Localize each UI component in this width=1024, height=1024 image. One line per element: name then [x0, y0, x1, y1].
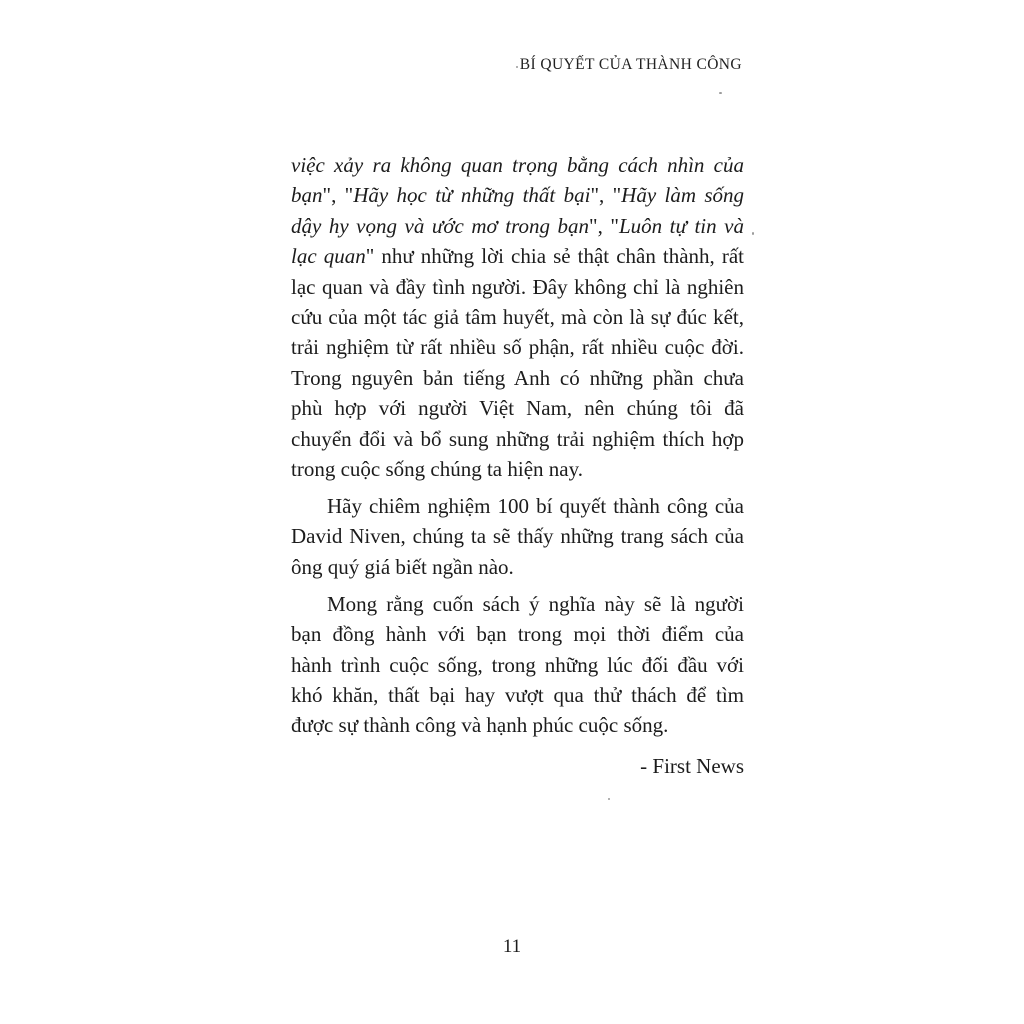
italic-quote: Hãy học từ những thất bại: [353, 183, 591, 208]
italic-quote: lạc quan: [291, 244, 366, 269]
paragraph: [291, 589, 744, 741]
text-line: [291, 180, 744, 210]
text-run: trải nghiệm từ rất nhiều số phận, rất nhiều cuộc đời.: [291, 335, 744, 360]
text-run: David Niven, chúng ta sẽ thấy những trang sách của: [291, 524, 744, 549]
paragraph-container: [291, 150, 744, 741]
text-run: Hãy chiêm nghiệm 100 bí quyết thành công của: [327, 493, 744, 518]
text-run: ", ": [589, 213, 619, 238]
text-line: [291, 589, 744, 619]
print-speck: [608, 798, 610, 800]
text-run: khó khăn, thất bại hay vượt qua thử thách để tìm: [291, 682, 744, 707]
text-line: [291, 211, 744, 241]
text-line: [291, 150, 744, 180]
text-line: [291, 332, 744, 362]
print-speck: [719, 92, 722, 94]
text-line: [291, 302, 744, 332]
signature: - First News: [640, 753, 744, 778]
text-run: cứu của một tác giả tâm huyết, mà còn là sự đúc kết,: [291, 305, 744, 330]
text-line: [291, 619, 744, 649]
text-run: Trong nguyên bản tiếng Anh có những phần chưa: [291, 365, 744, 390]
italic-quote: việc xảy ra không quan trọng bằng cách nhìn của: [291, 153, 744, 177]
text-run: ", ": [590, 183, 622, 208]
text-line: [291, 521, 744, 551]
text-run: lạc quan và đầy tình người. Đây không chỉ là nghiên: [291, 274, 744, 299]
text-run: ông quý giá biết ngần nào.: [291, 554, 514, 579]
text-run: bạn đồng hành với bạn trong mọi thời điểm của: [291, 622, 744, 647]
text-line: [291, 552, 744, 582]
text-run: trong cuộc sống chúng ta hiện nay.: [291, 457, 583, 482]
italic-quote: bạn: [291, 183, 323, 208]
text-run: phù hợp với người Việt Nam, nên chúng tôi đã: [291, 396, 744, 421]
italic-quote: dậy hy vọng và ước mơ trong bạn: [291, 213, 590, 238]
text-run: " như những lời chia sẻ thật chân thành, rất: [365, 244, 745, 269]
text-run: Mong rằng cuốn sách ý nghĩa này sẽ là người: [327, 591, 744, 616]
text-run: chuyển đổi và bổ sung những trải nghiệm thích hợp: [291, 426, 744, 451]
text-run: hành trình cuộc sống, trong những lúc đối đầu với: [291, 652, 744, 677]
running-header: BÍ QUYẾT CỦA THÀNH CÔNG: [519, 56, 742, 73]
print-speck: [516, 66, 518, 68]
text-run: được sự thành công và hạnh phúc cuộc sống.: [291, 713, 669, 738]
text-line: [291, 680, 744, 710]
text-line: [291, 393, 744, 423]
text-line: [291, 272, 744, 302]
text-run: ", ": [322, 183, 354, 208]
print-speck: [752, 232, 754, 235]
text-line: [291, 650, 744, 680]
text-line: [291, 491, 744, 521]
text-line: [291, 424, 744, 454]
italic-quote: Luôn tự tin và: [618, 213, 744, 238]
text-line: [291, 241, 744, 271]
body-text: [291, 150, 744, 781]
text-line: [291, 710, 744, 740]
text-line: [291, 454, 744, 484]
italic-quote: Hãy làm sống: [621, 183, 744, 208]
text-line: [291, 363, 744, 393]
paragraph: [291, 491, 744, 582]
paragraph: [291, 150, 744, 484]
page-number: 11: [502, 936, 522, 957]
